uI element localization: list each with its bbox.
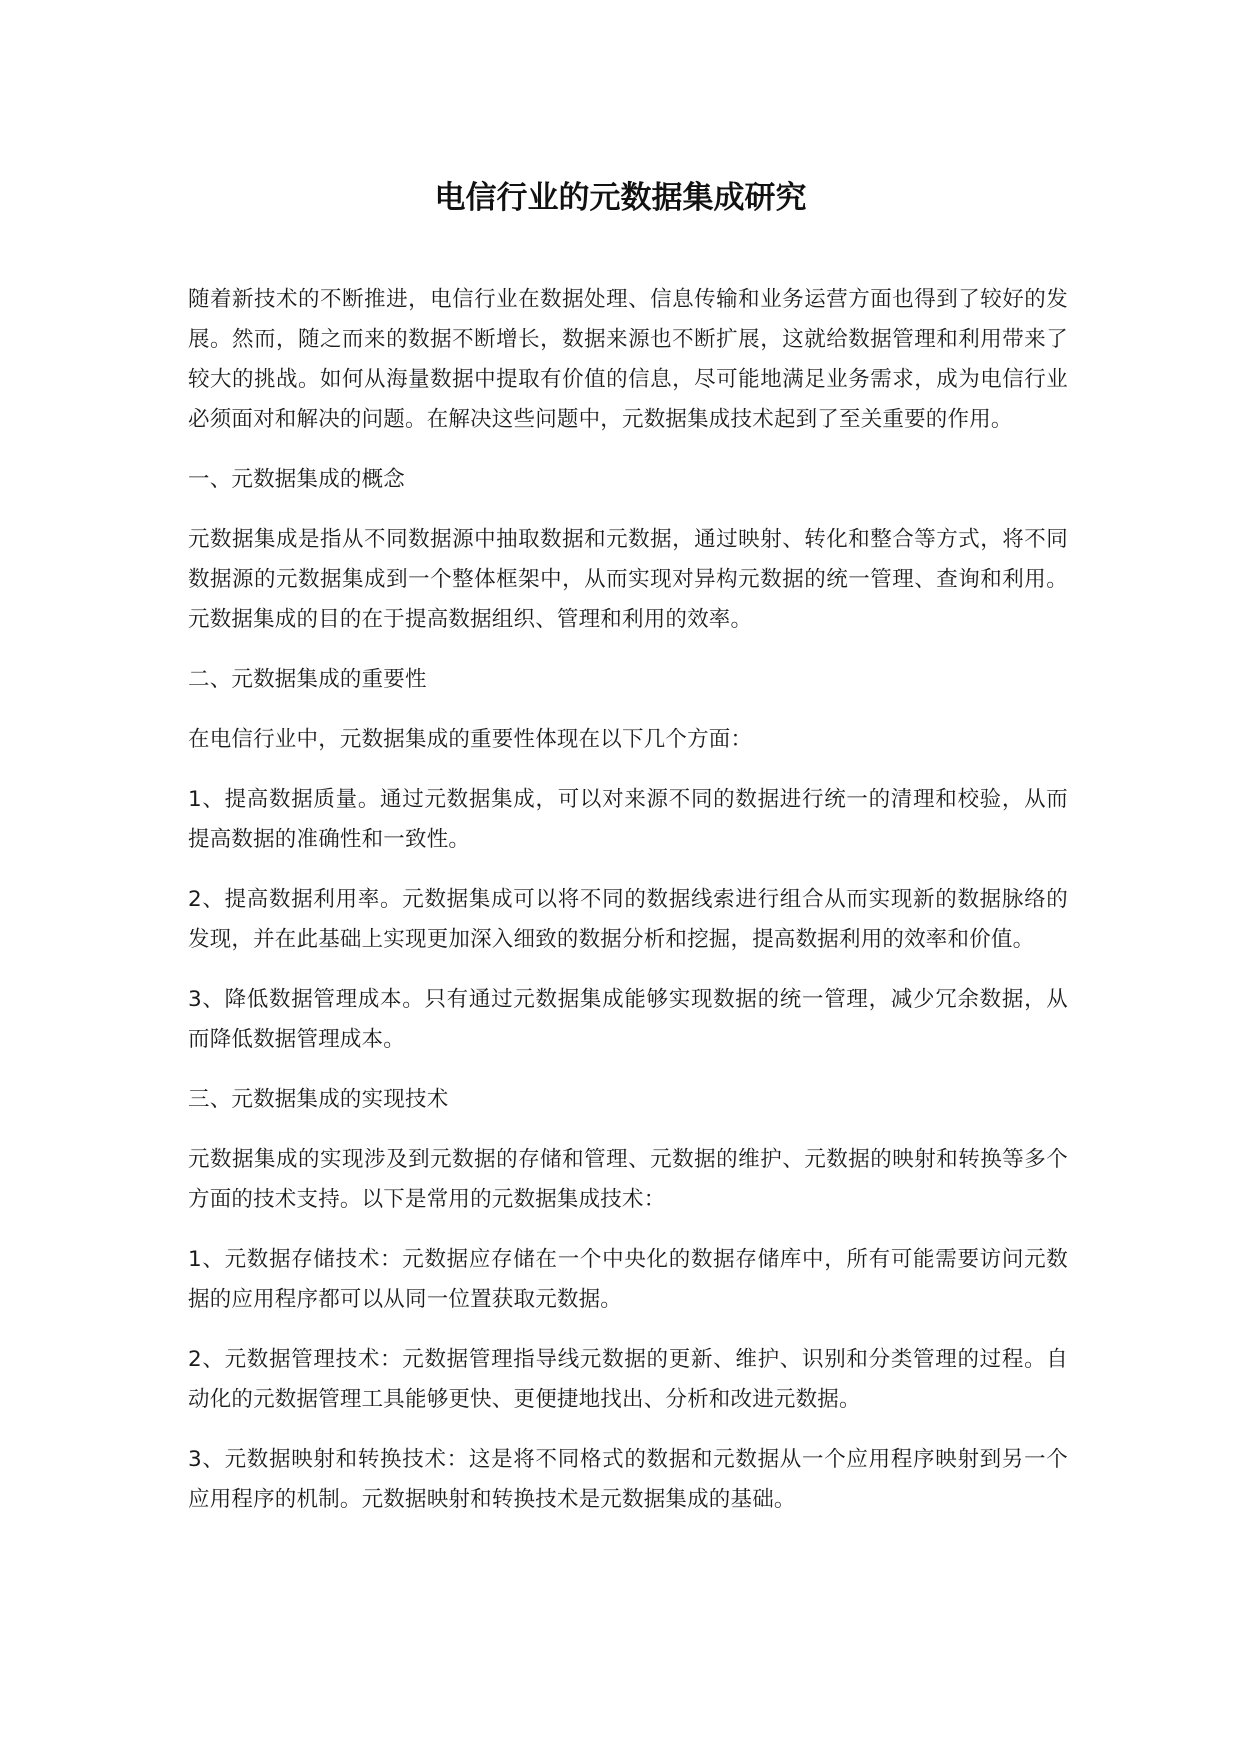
technology-item-2: 2、元数据管理技术：元数据管理指导线元数据的更新、维护、识别和分类管理的过程。自动化的元数据管理工具能够更快、更便捷地找出、分析和改进元数据。 bbox=[188, 1347, 1068, 1412]
importance-item-2: 2、提高数据利用率。元数据集成可以将不同的数据线索进行组合从而实现新的数据脉络的发现，并在此基础上实现更加深入细致的数据分析和挖掘，提高数据利用的效率和价值。 bbox=[188, 887, 1068, 952]
importance-item-3: 3、降低数据管理成本。只有通过元数据集成能够实现数据的统一管理，减少冗余数据，从而降低数据管理成本。 bbox=[188, 987, 1068, 1052]
technology-item-3: 3、元数据映射和转换技术：这是将不同格式的数据和元数据从一个应用程序映射到另一个应用程序的机制。元数据映射和转换技术是元数据集成的基础。 bbox=[188, 1447, 1068, 1512]
intro-paragraph: 随着新技术的不断推进，电信行业在数据处理、信息传输和业务运营方面也得到了较好的发展。然而，随之而来的数据不断增长，数据来源也不断扩展，这就给数据管理和利用带来了较大的挑战。如何从海量数据中提取有价值的信息，尽可能地满足业务需求，成为电信行业必须面对和解决的问题。在解决这些问题中，元数据集成技术起到了至关重要的作用。 bbox=[188, 287, 1068, 432]
section-heading-1: 一、元数据集成的概念 bbox=[188, 467, 406, 492]
technology-intro-paragraph: 元数据集成的实现涉及到元数据的存储和管理、元数据的维护、元数据的映射和转换等多个方面的技术支持。以下是常用的元数据集成技术： bbox=[188, 1147, 1068, 1212]
section-heading-2: 二、元数据集成的重要性 bbox=[188, 667, 427, 692]
importance-intro-paragraph: 在电信行业中，元数据集成的重要性体现在以下几个方面： bbox=[188, 727, 753, 752]
concept-paragraph: 元数据集成是指从不同数据源中抽取数据和元数据，通过映射、转化和整合等方式，将不同数据源的元数据集成到一个整体框架中，从而实现对异构元数据的统一管理、查询和利用。元数据集成的目的在于提高数据组织、管理和利用的效率。 bbox=[188, 527, 1068, 632]
technology-item-1: 1、元数据存储技术：元数据应存储在一个中央化的数据存储库中，所有可能需要访问元数据的应用程序都可以从同一位置获取元数据。 bbox=[188, 1247, 1068, 1312]
importance-item-1: 1、提高数据质量。通过元数据集成，可以对来源不同的数据进行统一的清理和校验，从而提高数据的准确性和一致性。 bbox=[188, 787, 1068, 852]
section-heading-3: 三、元数据集成的实现技术 bbox=[188, 1087, 449, 1112]
document-title: 电信行业的元数据集成研究 bbox=[434, 180, 807, 216]
document-body bbox=[188, 280, 1068, 1540]
